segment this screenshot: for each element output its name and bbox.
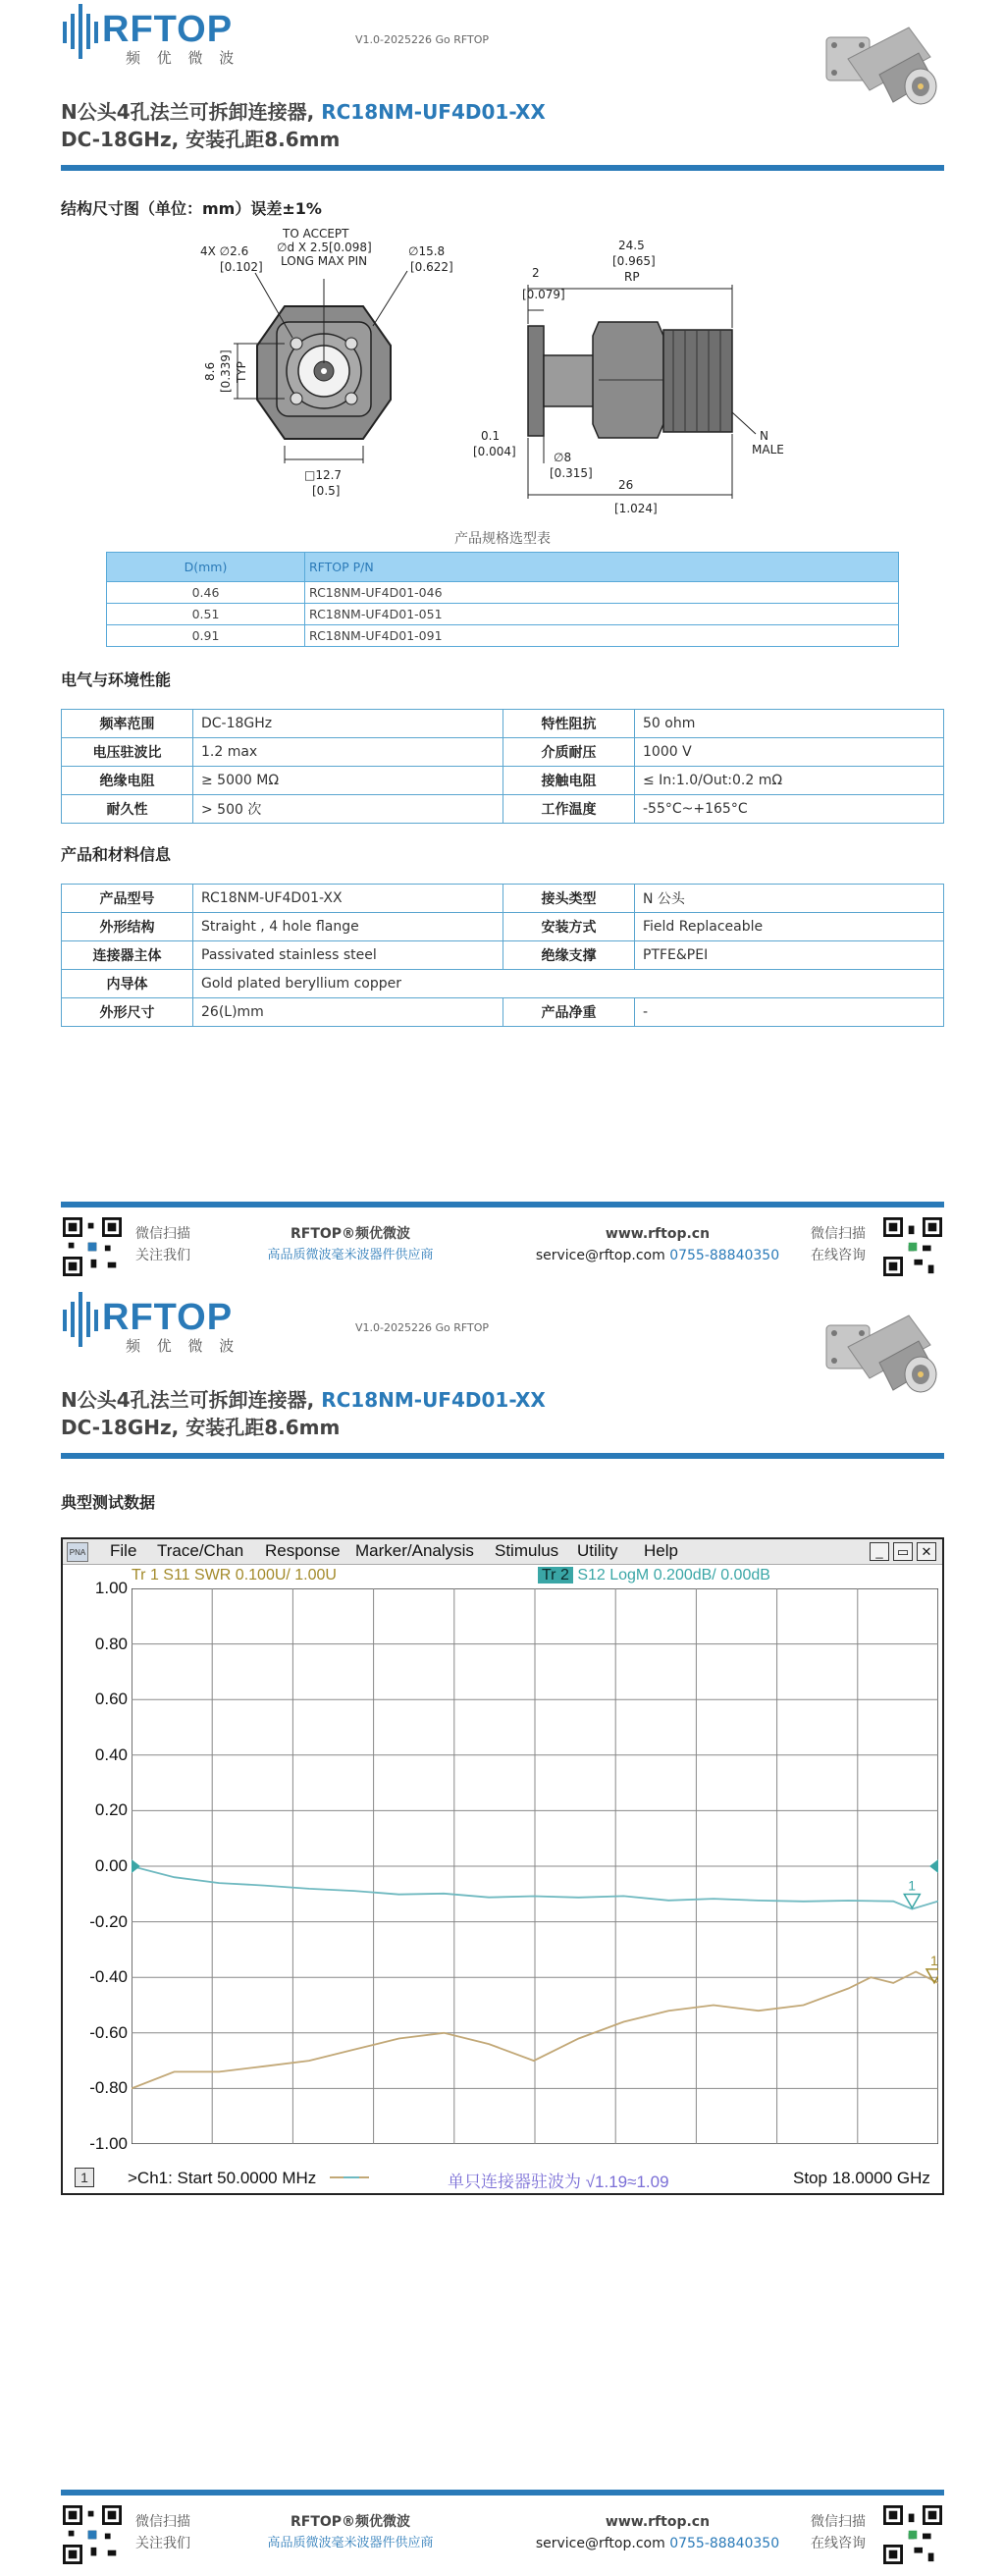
header-divider (61, 165, 944, 171)
y-tick-label: 0.60 (94, 1690, 128, 1709)
y-tick-label: 0.40 (94, 1744, 128, 1764)
svg-text:[0.315]: [0.315] (550, 466, 593, 480)
y-tick-label: 0.00 (94, 1856, 128, 1875)
connector-photo (820, 1306, 938, 1414)
table-header-row (107, 553, 899, 582)
column-header: RFTOP P/N (305, 553, 899, 582)
trace2-label[interactable]: Tr 2 S12 LogM 0.200dB/ 0.00dB (538, 1567, 770, 1584)
part-number: RC18NM-UF4D01-XX (321, 100, 546, 124)
table-row: 0.51 RC18NM-UF4D01-051 (107, 604, 899, 625)
qr-code-icon[interactable] (883, 1217, 942, 1276)
table-row: 0.46 RC18NM-UF4D01-046 (107, 582, 899, 604)
svg-text:LONG MAX PIN: LONG MAX PIN (281, 254, 368, 268)
menu-file[interactable]: File (110, 1541, 137, 1560)
menu-help[interactable]: Help (644, 1541, 678, 1560)
product-title: N公头4孔法兰可拆卸连接器, RC18NM-UF4D01-XX (61, 100, 546, 124)
table-row: 0.91 RC18NM-UF4D01-091 (107, 625, 899, 647)
test-heading: 典型测试数据 (61, 1493, 156, 1512)
y-tick-label: 1.00 (94, 1579, 128, 1597)
front-view (200, 228, 453, 498)
table-row: 连接器主体 Passivated stainless steel 绝缘支撑 PTFE&PEI (62, 941, 944, 970)
svg-text:2: 2 (532, 266, 540, 280)
svg-text:4X ∅2.6: 4X ∅2.6 (200, 244, 249, 258)
qr-code-icon[interactable] (883, 2505, 942, 2564)
analyzer-statusbar (63, 2164, 942, 2193)
svg-text:TO ACCEPT: TO ACCEPT (283, 228, 349, 241)
vswr-note: 单只连接器驻波为 √1.19≈1.09 (448, 2173, 669, 2191)
start-frequency: >Ch1: Start 50.0000 MHz (128, 2169, 317, 2187)
minimize-icon[interactable]: _ (870, 1542, 889, 1561)
rftop-logo (61, 0, 267, 69)
svg-text:[0.079]: [0.079] (522, 288, 565, 301)
channel-number[interactable]: 1 (75, 2168, 94, 2187)
svg-text:0.1: 0.1 (481, 429, 501, 443)
page-footer: 微信扫描 关注我们 RFTOP®频优微波 高品质微波毫米波器件供应商 www.rftop.cn service@rftop.com 0755-88840350 微信扫描 在线咨询 (61, 2490, 944, 2576)
marker2-number: 1 (908, 1877, 917, 1894)
product-subtitle: DC-18GHz, 安装孔距8.6mm (61, 128, 341, 151)
version-label: V1.0-2025226 Go RFTOP (355, 1321, 490, 1334)
svg-text:8.6: 8.6 (203, 361, 217, 381)
table-row: 电压驻波比 1.2 max 介质耐压 1000 V (62, 738, 944, 767)
network-analyzer-screen (61, 1537, 944, 2195)
pna-logo-icon: PNA (67, 1542, 88, 1562)
version-label: V1.0-2025226 Go RFTOP (355, 33, 490, 46)
svg-text:[0.339]: [0.339] (219, 349, 233, 393)
dimension-drawing (186, 228, 795, 522)
svg-text:[0.622]: [0.622] (410, 260, 453, 274)
menu-trace-chan[interactable]: Trace/Chan (157, 1541, 244, 1560)
menu-stimulus[interactable]: Stimulus (495, 1541, 559, 1560)
column-header: D(mm) (107, 553, 305, 582)
y-tick-label: -0.40 (89, 1967, 128, 1987)
rftop-logo (61, 1288, 267, 1357)
page-footer: 微信扫描 关注我们 RFTOP®频优微波 高品质微波毫米波器件供应商 www.rftop.cn service@rftop.com 0755-88840350 微信扫描 在线咨询 (61, 1202, 944, 1290)
measurement-plot (132, 1588, 938, 2144)
svg-text:□12.7: □12.7 (304, 468, 343, 482)
y-tick-label: -0.20 (89, 1911, 128, 1931)
trace1-label[interactable]: Tr 1 S11 SWR 0.100U/ 1.00U (132, 1567, 337, 1583)
side-view (473, 239, 784, 515)
trace2-legend-swatch (344, 2176, 359, 2178)
svg-text:RFTOP: RFTOP (102, 1297, 234, 1338)
svg-text:∅d X 2.5[0.098]: ∅d X 2.5[0.098] (277, 241, 372, 254)
menu-response[interactable]: Response (265, 1541, 341, 1560)
svg-text:24.5: 24.5 (618, 239, 645, 252)
y-tick-label: 0.20 (94, 1800, 128, 1820)
svg-text:26: 26 (618, 478, 634, 492)
y-tick-label: -0.80 (89, 2078, 128, 2098)
svg-text:[0.965]: [0.965] (612, 254, 656, 268)
marker1-number: 1 (930, 1952, 938, 1968)
header-divider (61, 1453, 944, 1459)
svg-text:[0.5]: [0.5] (312, 484, 341, 498)
analyzer-menubar (63, 1539, 942, 1565)
product-title: N公头4孔法兰可拆卸连接器, RC18NM-UF4D01-XX (61, 1388, 546, 1412)
electrical-heading: 电气与环境性能 (61, 671, 172, 689)
page-header (61, 1288, 944, 1465)
svg-text:[1.024]: [1.024] (614, 502, 658, 515)
qr-code-icon[interactable] (63, 1217, 122, 1276)
stop-frequency: Stop 18.0000 GHz (793, 2169, 930, 2187)
svg-text:频 优 微 波: 频 优 微 波 (126, 1337, 240, 1355)
svg-text:N: N (760, 429, 768, 443)
table-row: 耐久性 > 500 次 工作温度 -55°C~+165°C (62, 795, 944, 824)
svg-text:RP: RP (624, 270, 640, 284)
part-number: RC18NM-UF4D01-XX (321, 1388, 546, 1412)
connector-photo (820, 18, 938, 126)
selection-caption: 产品规格选型表 (454, 531, 551, 547)
table-row: 内导体 Gold plated beryllium copper (62, 970, 944, 998)
svg-text:∅15.8: ∅15.8 (408, 244, 446, 258)
svg-text:RFTOP: RFTOP (102, 9, 234, 50)
svg-text:频 优 微 波: 频 优 微 波 (126, 49, 240, 67)
svg-text:∅8: ∅8 (554, 451, 572, 464)
svg-text:TYP: TYP (235, 361, 248, 383)
y-tick-label: 0.80 (94, 1634, 128, 1653)
svg-text:MALE: MALE (752, 443, 784, 456)
table-row: 频率范围 DC-18GHz 特性阻抗 50 ohm (62, 710, 944, 738)
y-tick-label: -0.60 (89, 2022, 128, 2042)
close-icon[interactable]: ✕ (917, 1542, 936, 1561)
table-row: 外形结构 Straight , 4 hole flange 安装方式 Field Replaceable (62, 913, 944, 941)
menu-utility[interactable]: Utility (577, 1541, 618, 1560)
table-row: 产品型号 RC18NM-UF4D01-XX 接头类型 N 公头 (62, 885, 944, 913)
svg-text:[0.102]: [0.102] (220, 260, 263, 274)
svg-text:[0.004]: [0.004] (473, 445, 516, 458)
product-subtitle: DC-18GHz, 安装孔距8.6mm (61, 1416, 341, 1439)
electrical-table (61, 709, 944, 824)
menu-marker-analysis[interactable]: Marker/Analysis (355, 1541, 474, 1560)
material-table (61, 884, 944, 1027)
drawing-heading: 结构尺寸图（单位：mm）误差±1% (61, 199, 322, 218)
qr-code-icon[interactable] (63, 2505, 122, 2564)
selection-table (106, 552, 899, 647)
page-header (61, 0, 944, 177)
table-row: 外形尺寸 26(L)mm 产品净重 - (62, 998, 944, 1027)
y-tick-label: -1.00 (89, 2134, 128, 2153)
restore-icon[interactable]: ▭ (893, 1542, 913, 1561)
material-heading: 产品和材料信息 (61, 845, 172, 864)
table-row: 绝缘电阻 ≥ 5000 MΩ 接触电阻 ≤ In:1.0/Out:0.2 mΩ (62, 767, 944, 795)
